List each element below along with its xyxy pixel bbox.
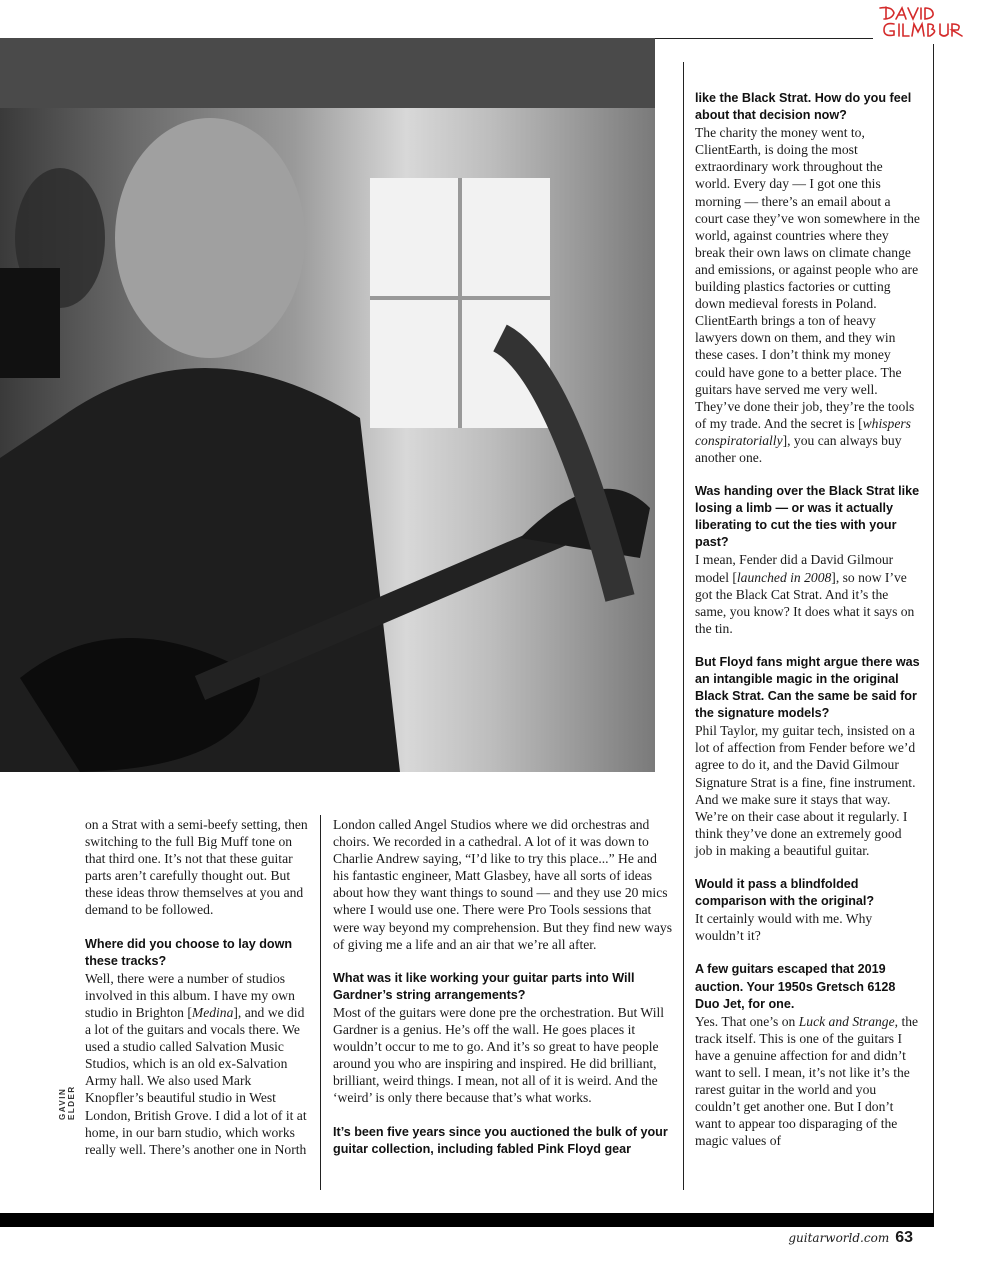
page-footer — [788, 1229, 913, 1247]
interview-question: Would it pass a blindfolded comparison with the original? — [695, 877, 875, 909]
interview-question: It’s been five years since you auctioned the bulk of your guitar collection, including fabled Pink Floyd gear — [333, 1124, 668, 1156]
david-gilmour-logo — [872, 4, 982, 40]
answer-text: Most of the guitars were done pre the orchestration. But Will Gardner is a genius. He’s off the wall. He goes places it wouldn’t occur to me to go. And it’s so great to have people around you who are inspiring and inspired. He did brilliant, brilliant, weird things. I mean, not all of it is weird. And the ‘weird’ is only there because that’s what works. — [333, 1004, 665, 1106]
interview-question: like the Black Strat. How do you feel about that decision now? — [695, 91, 912, 123]
interview-question: Was handing over the Black Strat like losing a limb — or was it actually liberating to cut the ties with your past? — [695, 484, 920, 550]
page-number: 63 — [895, 1229, 913, 1246]
answer-text: Phil Taylor, my guitar tech, insisted on a lot of affection from Fender before we’d agree to do it, and the David Gilmour Signature Strat is a fine, fine instrument. And we make sure it stays that way. We’re on their case about it regularly. I think they’ve done an extremely good job in making a beautiful guitar. — [695, 723, 916, 858]
answer-text: ], you can always buy another one. — [695, 432, 902, 465]
qa-block — [85, 936, 313, 1158]
answer-text: It certainly would with me. Why wouldn’t it? — [695, 911, 873, 944]
answer-text: Well, there were a number of studios involved in this album. I have my own studio in Brighton [ — [85, 970, 295, 1020]
paragraph: on a Strat with a semi-beefy setting, then switching to the full Big Muff tone on that third one. It’s not that these guitar parts aren’t carefully thought out. But these ideas throw themselves at you and demand to be followed. — [85, 817, 308, 918]
qa-block — [695, 654, 920, 859]
answer-italic: launched in 2008 — [736, 569, 832, 585]
answer-italic: Medina — [191, 1004, 234, 1020]
right-rule — [933, 44, 934, 1226]
answer-text: , the track itself. This is one of the guitars I have a genuine affection for and didn’t want to sell. I mean, it’s not like it’s the rarest guitar in the world and you couldn’t get another one. But I don’t want to appear too disparaging of the magic values of — [695, 1013, 919, 1149]
interview-question: A few guitars escaped that 2019 auction. Your 1950s Gretsch 6128 Duo Jet, for one. — [695, 962, 896, 1011]
answer-text: ], so now I’ve got the Black Cat Strat. And it’s the same, you know? It does what it says on the tin. — [695, 569, 915, 636]
article-column-3 — [695, 90, 920, 1166]
article-column-2 — [333, 816, 675, 1175]
photo-credit: GAVIN ELDER — [58, 1085, 76, 1120]
photo-gilmour-singing — [0, 38, 655, 772]
answer-text: ], and we did a lot of the guitars and vocals there. We used a studio called Salvation Music Studios, which is an old ex-Salvation Army hall. We also used Mark Knopfler’s beautiful studio in West London, British Grove. I did a lot of it at home, in our barn studio, which works really well. There’s another one in North — [85, 1004, 307, 1157]
qa-block — [333, 970, 675, 1107]
answer-italic: Luck and Strange — [798, 1013, 895, 1029]
photo-illustration — [0, 38, 655, 772]
column-divider-left — [320, 815, 321, 1190]
interview-question: But Floyd fans might argue there was an intangible magic in the original Black Strat. Can the same be said for the signature models? — [695, 654, 920, 721]
column-divider-right — [683, 62, 684, 1190]
footer-bar — [0, 1213, 934, 1227]
interview-question: What was it like working your guitar parts into Will Gardner’s string arrangements? — [333, 970, 635, 1002]
answer-italic: whispers conspiratorially — [695, 415, 911, 448]
answer-text: I mean, Fender did a David Gilmour model [ — [695, 552, 894, 585]
qa-block — [695, 483, 920, 637]
qa-block — [695, 961, 920, 1149]
qa-block — [695, 876, 920, 944]
qa-block — [695, 90, 920, 466]
qa-block — [333, 1124, 675, 1158]
paragraph: London called Angel Studios where we did orchestras and choirs. We recorded in a cathedral. A lot of it was down to Charlie Andrew saying, “I’d like to try this place...” He and his fantastic engineer, Matt Glasbey, have all sorts of ideas about how they want things to sound — and they use 20 mics where I would use one. There were Pro Tools sessions that were way beyond my comprehension. But they find new ways of giving me a life and an air that we’re all after. — [333, 817, 673, 952]
interview-question: Where did you choose to lay down these tracks? — [85, 936, 293, 968]
top-rule — [655, 38, 873, 39]
answer-text: The charity the money went to, ClientEarth, is doing the most extraordinary work throughout the world. Every day — I got one this morning — there’s an email about a court case they’ve won somewhere in the world, against countries where they break their own laws on climate change and emissions, or against people who are building plastics factories or cutting down medieval forests in Poland. ClientEarth brings a ton of heavy lawyers down on them, and they win these cases. I don’t think my money could have gone to a better place. The guitars have served me very well. They’ve done their job, they’re the tools of my trade. And the secret is [ — [695, 125, 920, 431]
answer-text: Yes. That one’s on — [695, 1013, 799, 1029]
website-url: guitarworld.com — [788, 1231, 890, 1245]
article-column-1 — [85, 816, 313, 1175]
